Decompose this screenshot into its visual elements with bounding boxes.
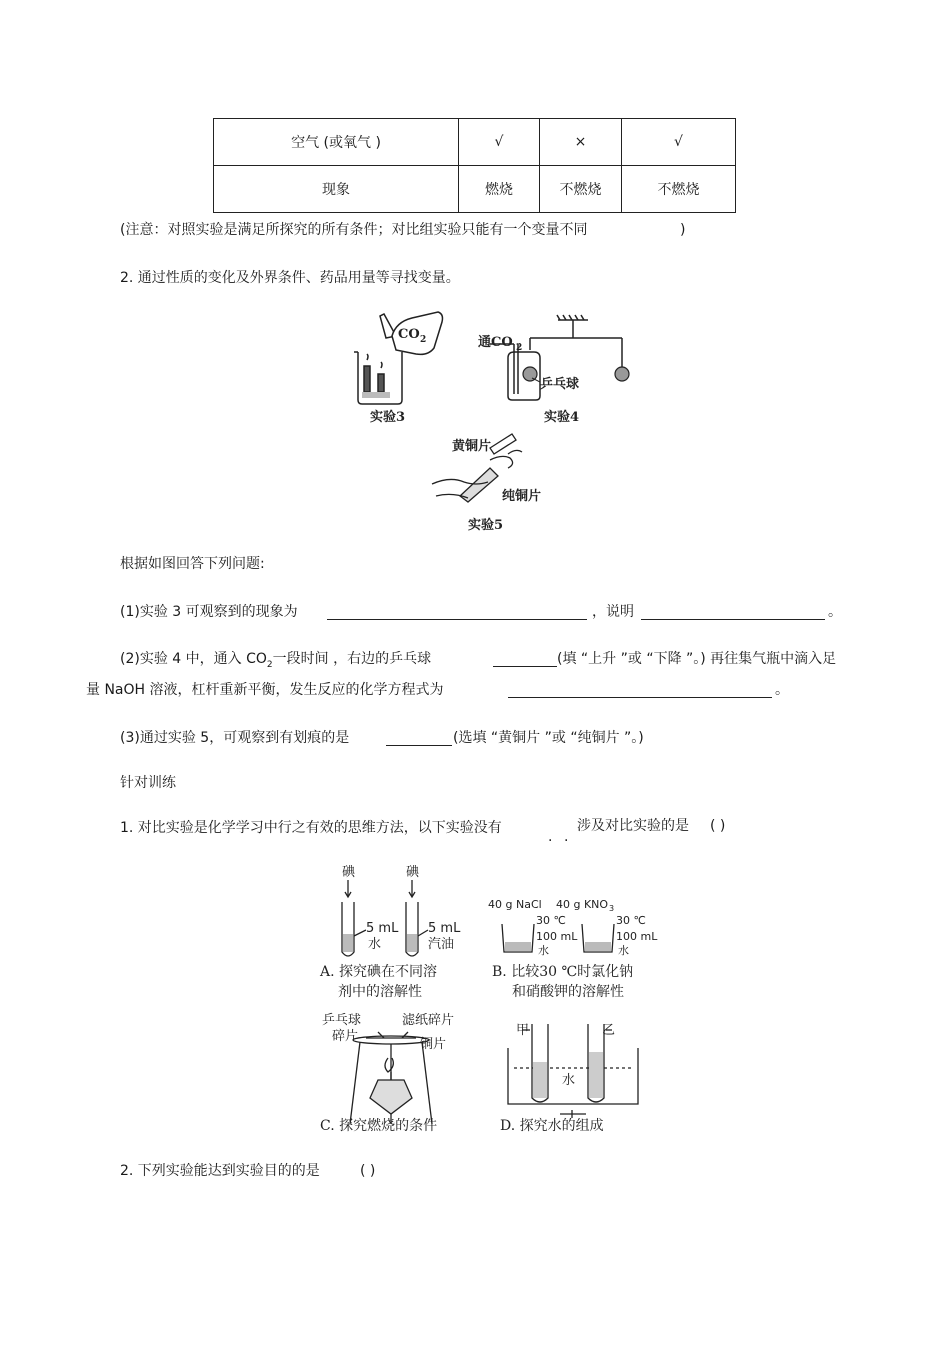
table-cell: × [540,119,622,166]
q1-text: (1)实验 3 可观察到的现象为 [120,604,298,620]
q2-text [120,650,431,674]
exp4-label: 实验4 [544,410,580,425]
answer-blank[interactable] [327,605,587,620]
beaker-candles-icon [354,352,402,404]
training-q2: 2. 下列实验能达到实验目的的是 [120,1163,320,1179]
answer-blank[interactable] [641,605,825,620]
tong-co2-label: 通CO [478,335,513,350]
experiment-figure-1 [340,308,640,538]
co2-label: CO [398,327,420,342]
b-kno3-label: 40 g KNO [556,898,609,911]
b-volume-label: 100 mL [616,930,658,943]
q1-end: 。 [828,604,842,620]
electrolysis-icon [508,1024,638,1118]
c-filter-label: 滤纸碎片 [402,1013,455,1028]
test-tube-icon [342,880,428,956]
exp5-label: 实验5 [468,518,504,533]
tong-co2-subscript: 2 [516,343,523,353]
option-b-caption: B. 比较30 ℃时氯化钠 [492,964,634,980]
b-water-label: 水 [618,944,629,957]
answer-paren[interactable]: ( ) [710,818,726,834]
table-row [214,166,736,213]
table-cell: 燃烧 [459,166,540,213]
note-text: (注意：对照实验是满足所探究的所有条件；对比组实验只能有一个变量不同 [120,222,588,238]
table-row [214,119,736,166]
c-copper-label: 铜片 [420,1037,447,1052]
option-a-caption: A. 探究碘在不同溶 [320,964,438,980]
table-cell: √ [459,119,540,166]
ping-pong-ball-icon [615,367,629,381]
iodine-label: 碘 [406,865,420,880]
q3-text: (3)通过实验 5，可观察到有划痕的是 [120,730,350,746]
training-q1-b: 涉及对比实验的是 [577,818,689,834]
b-temp-label: 30 ℃ [616,914,646,927]
note-close: ) [680,222,686,238]
q2-line2: 量 NaOH 溶液，杠杆重新平衡，发生反应的化学方程式为 [86,682,444,698]
training-heading: 针对训练 [120,775,176,791]
answer-blank[interactable] [386,731,452,746]
training-q1: 1. 对比实验是化学学习中行之有效的思维方法，以下实验没有 [120,820,502,836]
emphasis-dot: . [564,829,569,845]
q2-part-a: (2)实验 4 中，通入 CO [120,651,267,667]
table-cell: 不燃烧 [540,166,622,213]
b-volume-label: 100 mL [536,930,578,943]
emphasis-dot: . [548,829,553,845]
q1-text-b: ，说明 [592,604,634,620]
comparison-table [213,118,736,213]
a-volume-label: 5 mL [366,921,399,936]
b-kno3-subscript: 3 [609,904,615,913]
co2-subscript: 2 [420,335,427,345]
d-yi-label: 乙 [602,1023,616,1038]
table-cell: 现象 [214,166,459,213]
q3-text-b: (选填 “黄铜片 ”或 “纯铜片 ”。) [453,730,644,746]
brass-label: 黄铜片 [452,439,492,454]
q2-part-b: 一段时间 ，右边的乒乓球 [272,651,432,667]
option-c-caption: C. 探究燃烧的条件 [320,1118,438,1134]
answer-blank[interactable] [508,683,772,698]
b-water-label: 水 [538,944,549,957]
answer-blank[interactable] [493,652,557,667]
q2-text-c: (填 “上升 ”或 “下降 ”。) 再往集气瓶中滴入足 [557,651,837,667]
table-cell: 空气 (或氧气 ) [214,119,459,166]
pingpang-label: 乒乓球 [540,377,580,392]
experiment-figure-2 [316,862,666,1142]
a-water-label: 水 [368,937,382,952]
b-nacl-label: 40 g NaCl [488,898,542,911]
option-d-caption: D. 探究水的组成 [500,1118,604,1134]
option-b-caption: 和硝酸钾的溶解性 [512,984,624,1000]
q2-end: 。 [775,682,789,698]
a-gasoline-label: 汽油 [428,937,455,952]
q2-subscript: 2 [266,659,273,670]
table-cell: √ [622,119,736,166]
table-cell: 不燃烧 [622,166,736,213]
b-temp-label: 30 ℃ [536,914,566,927]
a-volume-label: 5 mL [428,921,461,936]
item2-heading: 2. 通过性质的变化及外界条件、药品用量等寻找变量。 [120,270,460,286]
d-water-label: 水 [562,1073,576,1088]
c-fragment-label: 碎片 [332,1029,359,1044]
questions-intro: 根据如图回答下列问题: [120,556,265,572]
d-jia-label: 甲 [516,1023,530,1038]
answer-paren[interactable]: ( ) [360,1163,376,1179]
iodine-label: 碘 [342,865,356,880]
option-a-caption: 剂中的溶解性 [338,984,422,1000]
pure-copper-label: 纯铜片 [502,489,542,504]
exp3-label: 实验3 [370,410,406,425]
c-pingpang-label: 乒乓球 [322,1013,362,1028]
